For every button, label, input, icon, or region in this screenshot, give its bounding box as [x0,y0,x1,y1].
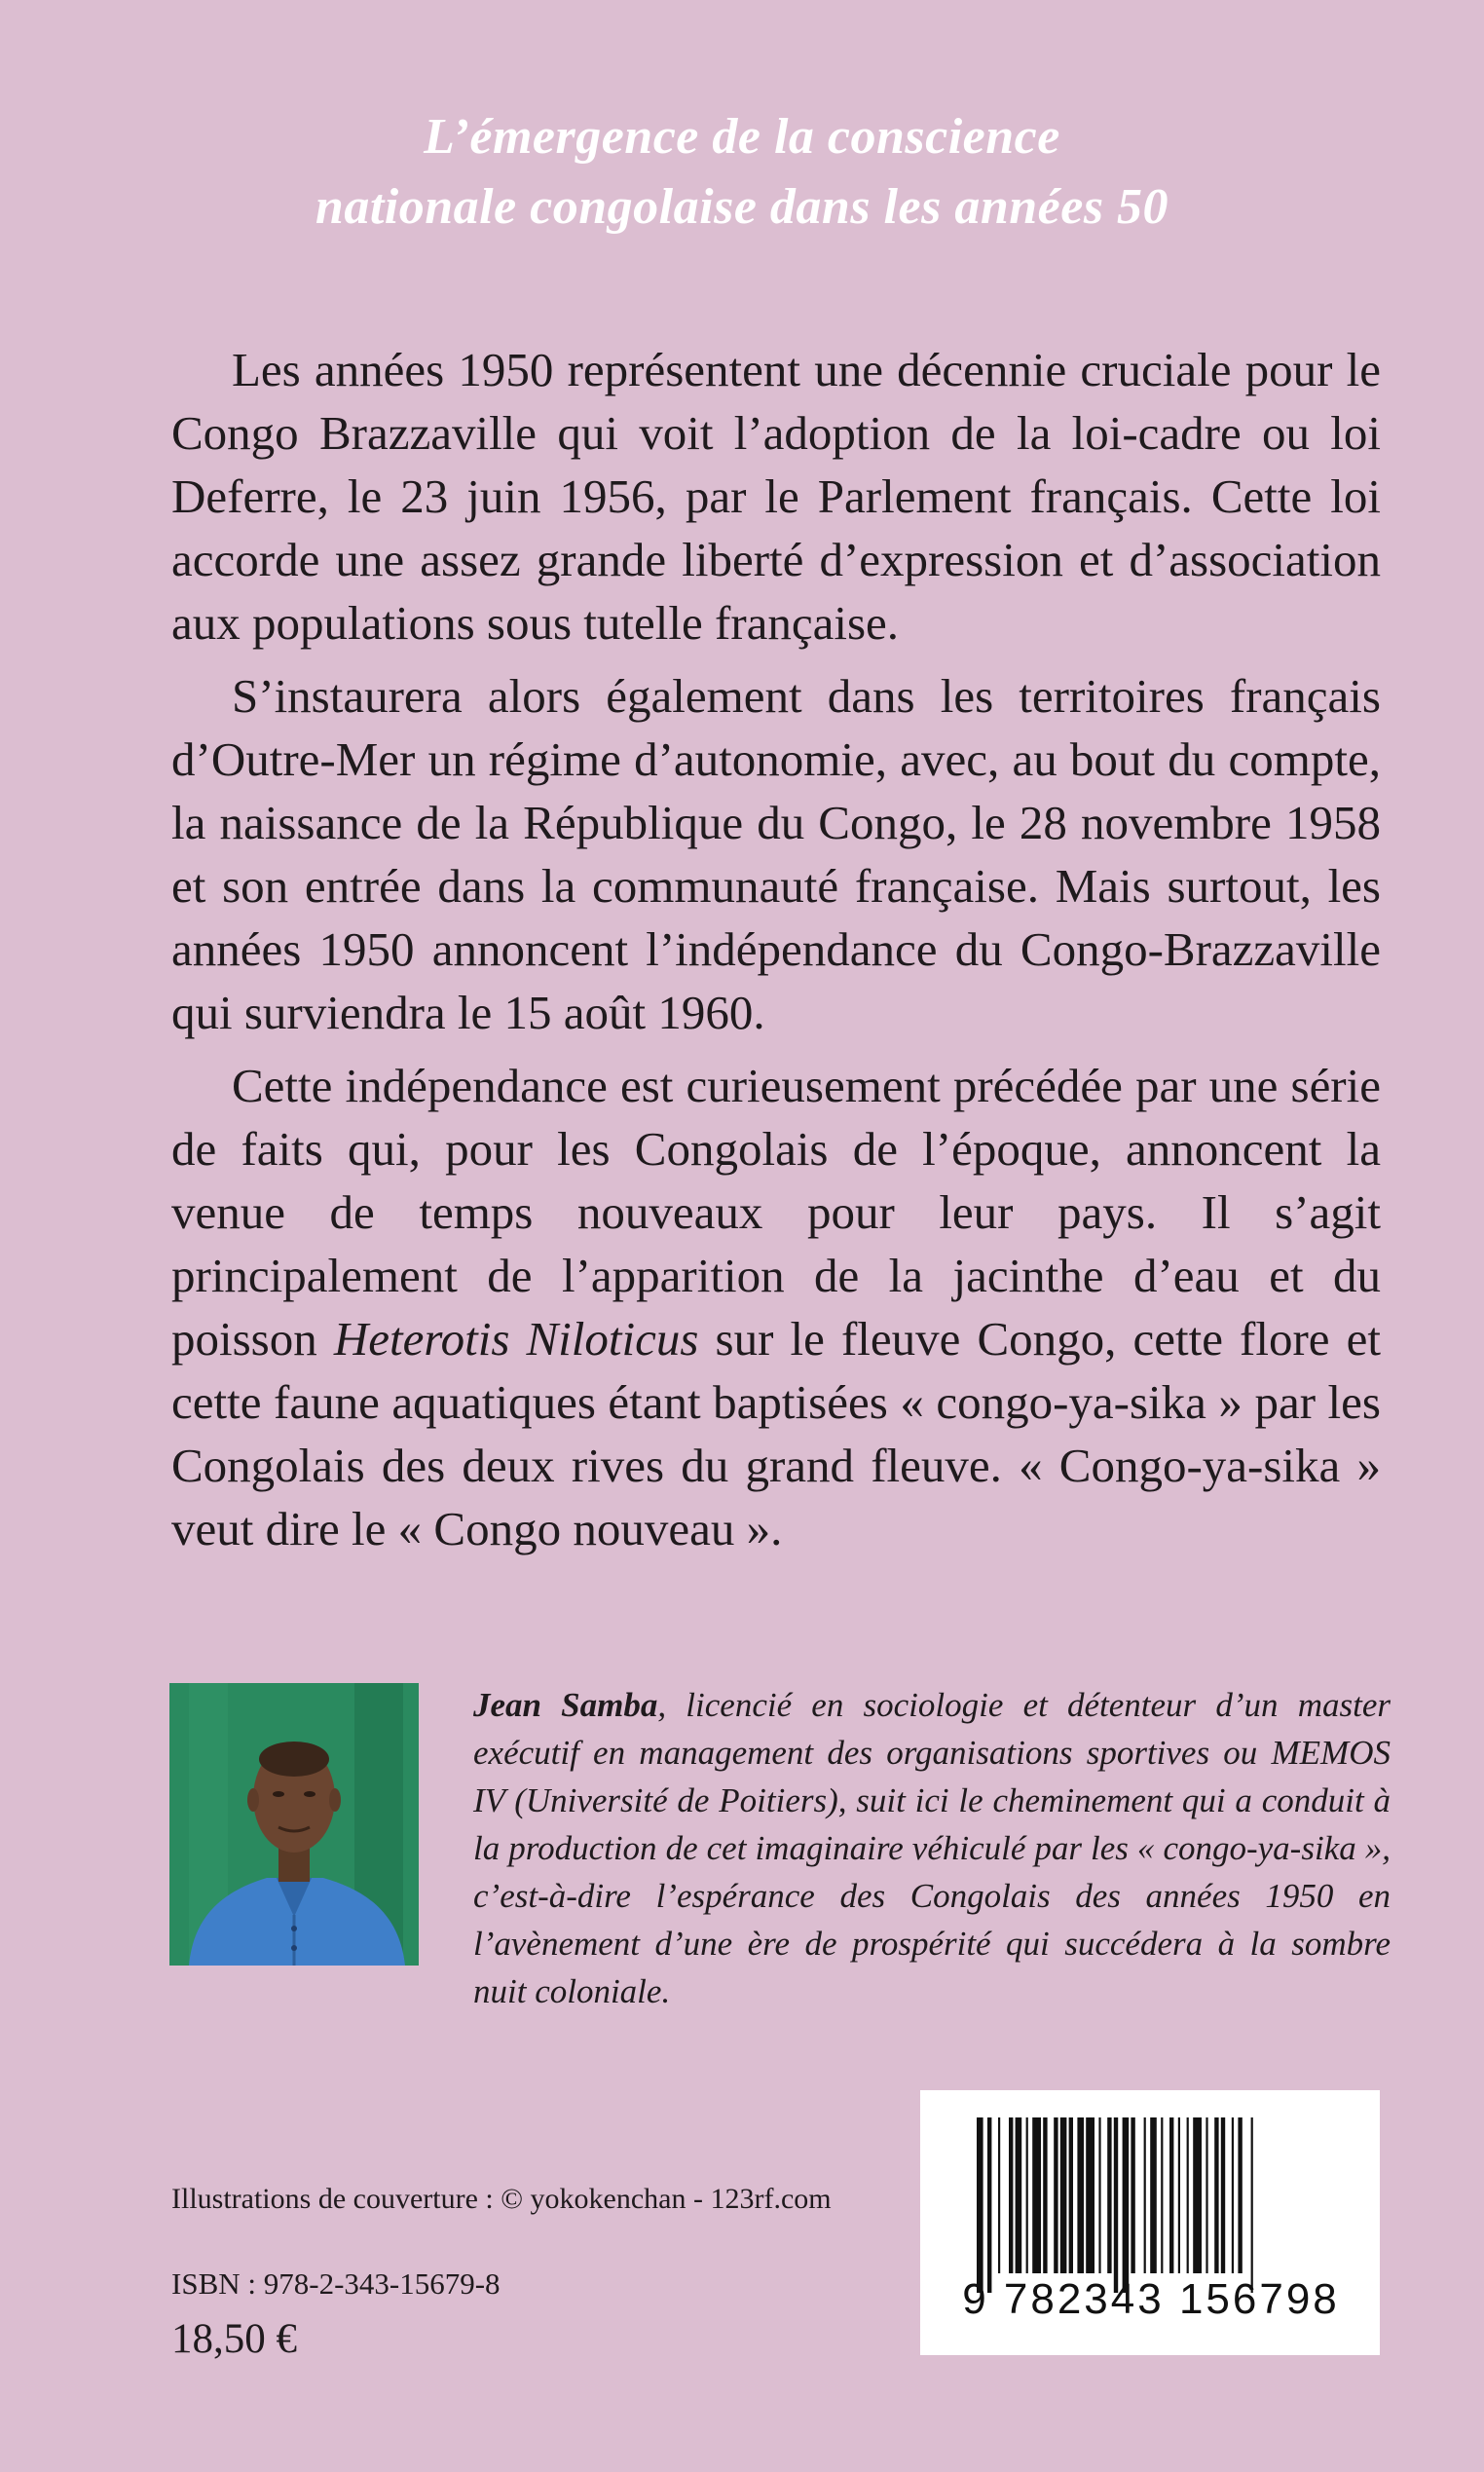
barcode-bar [1251,2117,1253,2293]
barcode-bar [1193,2117,1202,2273]
title-line-2: nationale congolaise dans les années 50 [315,179,1169,235]
barcode-digits: 9 782343 156798 [962,2275,1340,2323]
barcode-bar [1206,2117,1207,2273]
barcode-bar [1161,2117,1163,2273]
barcode-bar [1098,2117,1100,2273]
author-bio-text: , licencié en sociologie et détenteur d’un master exécutif en management des organisations sportives ou MEMOS IV (Université de Poitiers), suit ici le cheminement qui a conduit à la production de cet imaginaire véhiculé par les « congo-ya-sika », c’est-à-dire l’espérance des Congolais des années 1950 en l’avènement d’une ère de prospérité qui succédera à la sombre nuit coloniale. [473,1686,1391,2010]
summary-paragraph-1: Les années 1950 représentent une décennie cruciale pour le Congo Brazzaville qui voit l’adoption de la loi-cadre ou loi Deferre, le 23 juin 1956, par le Parlement français. Cette loi accorde une assez grande liberté d’expression et d’association aux populations sous tutelle française. [171,343,1381,650]
price: 18,50 € [171,2316,297,2362]
author-photo [169,1683,419,1966]
barcode [920,2090,1380,2355]
barcode-bar [1221,2117,1225,2273]
barcode-bar [1026,2117,1028,2273]
barcode-bar [1238,2117,1242,2273]
paragraph-3-tail: sur le fleuve Congo, cette flore et cette faune aquatiques étant baptisées « congo-ya-sika » par les Congolais des deux rives du grand fleuve. « Congo-ya-sika » veut dire le « Congo nouveau ». [171,1312,1381,1555]
author-name: Jean Samba [473,1686,658,1724]
summary-paragraph-2: S’instaurera alors également dans les territoires français d’Outre-Mer un régime d’autonomie, avec, au bout du compte, la naissance de la République du Congo, le 28 novembre 1958 et son entrée dans la communauté française. Mais surtout, les années 1950 annoncent l’indépendance du Congo-Brazzaville qui surviendra le 15 août 1960. [171,669,1381,1039]
barcode-bar [1150,2117,1157,2273]
barcode-bar [1178,2117,1180,2273]
barcode-bar [1032,2117,1041,2273]
barcode-bar [1187,2117,1189,2273]
barcode-bar [1054,2117,1057,2273]
barcode-bar [1131,2117,1134,2273]
barcode-bar [1060,2117,1067,2273]
paragraph-3-lead: Cette indépendance est curieusement précédée par une série de faits qui, pour les Congolais de l’époque, annoncent la venue de temps nouveaux pour leur pays. Il s’agit principalement de l’apparition de la jacinthe d’eau et du poisson [171,1059,1381,1366]
barcode-bar [1169,2117,1173,2273]
barcode-bar [1043,2117,1047,2273]
barcode-bar [1009,2117,1013,2273]
barcode-bar [998,2117,1000,2273]
book-title [0,102,1484,243]
summary-text [171,338,1381,1560]
barcode-bar [1114,2117,1118,2293]
barcode-bar [1086,2117,1094,2273]
barcode-bar [1107,2117,1111,2273]
barcode-bar [1144,2117,1146,2273]
barcode-bar [1232,2117,1234,2273]
species-name: Heterotis Niloticus [333,1312,699,1366]
cover-credits: Illustrations de couverture : © yokokenchan - 123rf.com [171,2183,832,2215]
title-line-1: L’émergence de la conscience [424,109,1060,165]
summary-paragraph-3 [171,1054,1381,1560]
barcode-bar [1016,2117,1022,2273]
isbn: ISBN : 978-2-343-15679-8 [171,2266,501,2301]
barcode-bar [1077,2117,1084,2273]
barcode-bar [1069,2117,1073,2273]
barcode-bar [1214,2117,1218,2273]
barcode-bar [977,2117,983,2293]
barcode-bar [987,2117,991,2293]
author-bio [473,1681,1391,2015]
barcode-bar [1123,2117,1130,2293]
